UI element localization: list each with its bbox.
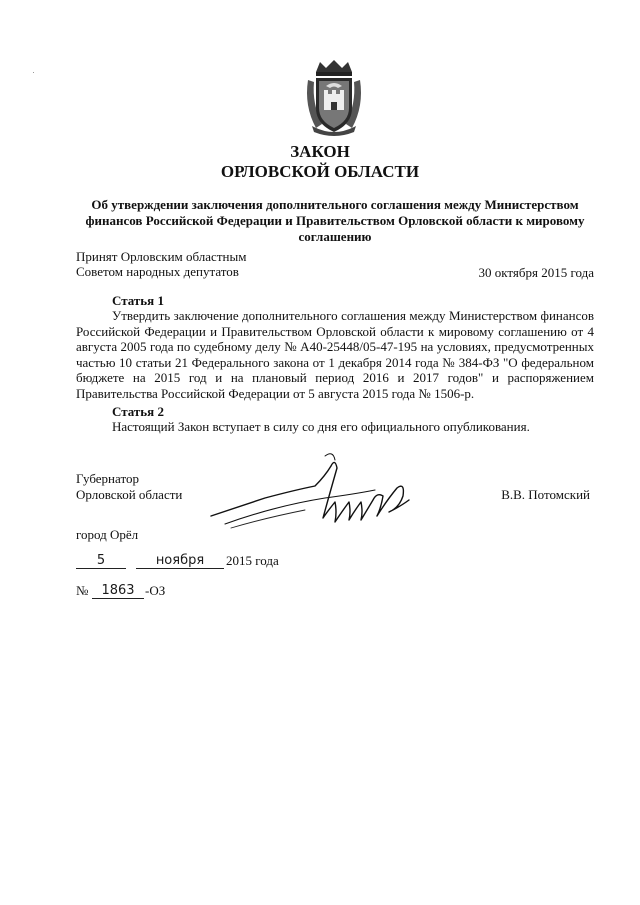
adoption-date: 30 октября 2015 года bbox=[478, 265, 594, 280]
law-number bbox=[76, 583, 276, 601]
coat-of-arms-emblem bbox=[302, 58, 366, 136]
law-number-value: 1863 bbox=[92, 583, 144, 599]
scan-speck bbox=[33, 72, 34, 73]
number-sign: № bbox=[76, 583, 89, 598]
handwritten-signature bbox=[205, 446, 420, 536]
article-1-heading: Статья 1 bbox=[112, 293, 164, 308]
signatory-title-line2: Орловской области bbox=[76, 486, 183, 502]
article-2-heading: Статья 2 bbox=[112, 404, 164, 419]
signing-day: 5 bbox=[76, 553, 126, 569]
article-2-text: Настоящий Закон вступает в силу со дня его официального опубликования. bbox=[112, 419, 530, 434]
adoption-line1: Принят Орловским областным bbox=[76, 249, 247, 264]
signing-month: ноября bbox=[136, 553, 224, 569]
article-1-text: Утвердить заключение дополнительного соглашения между Министерством финансов Российской Федерации и Правительством Орловской области к мировому соглашению от 4 августа 2005 года по судебному делу № А40-25448/05-47-195 на условиях, предусмотренных частью 10 статьи 21 Федерального закона от 1 декабря 2014 года № 384-ФЗ "О федеральном бюджете на 2015 год и на плановый период 2016 и 2017 годов" и распоряжением Правительства Российской Федерации от 5 августа 2015 года № 1506-р. bbox=[76, 308, 594, 401]
law-number-suffix: -ОЗ bbox=[145, 583, 166, 598]
law-title-line1: ЗАКОН bbox=[290, 142, 350, 161]
signing-date bbox=[76, 553, 376, 571]
signatory-name: В.В. Потомский bbox=[501, 487, 590, 502]
adoption-block bbox=[76, 249, 336, 279]
signing-year: 2015 года bbox=[226, 553, 279, 568]
adoption-line2: Советом народных депутатов bbox=[76, 264, 239, 279]
city-name: город Орёл bbox=[76, 527, 139, 542]
law-title-line2: ОРЛОВСКОЙ ОБЛАСТИ bbox=[220, 162, 420, 181]
signatory-title bbox=[76, 471, 182, 502]
signatory-title-line1: Губернатор bbox=[76, 471, 139, 486]
law-subject: Об утверждении заключения дополнительного соглашения между Министерством финансов Российской Федерации и Правительством Орловской области к мировому соглашению bbox=[85, 197, 585, 244]
